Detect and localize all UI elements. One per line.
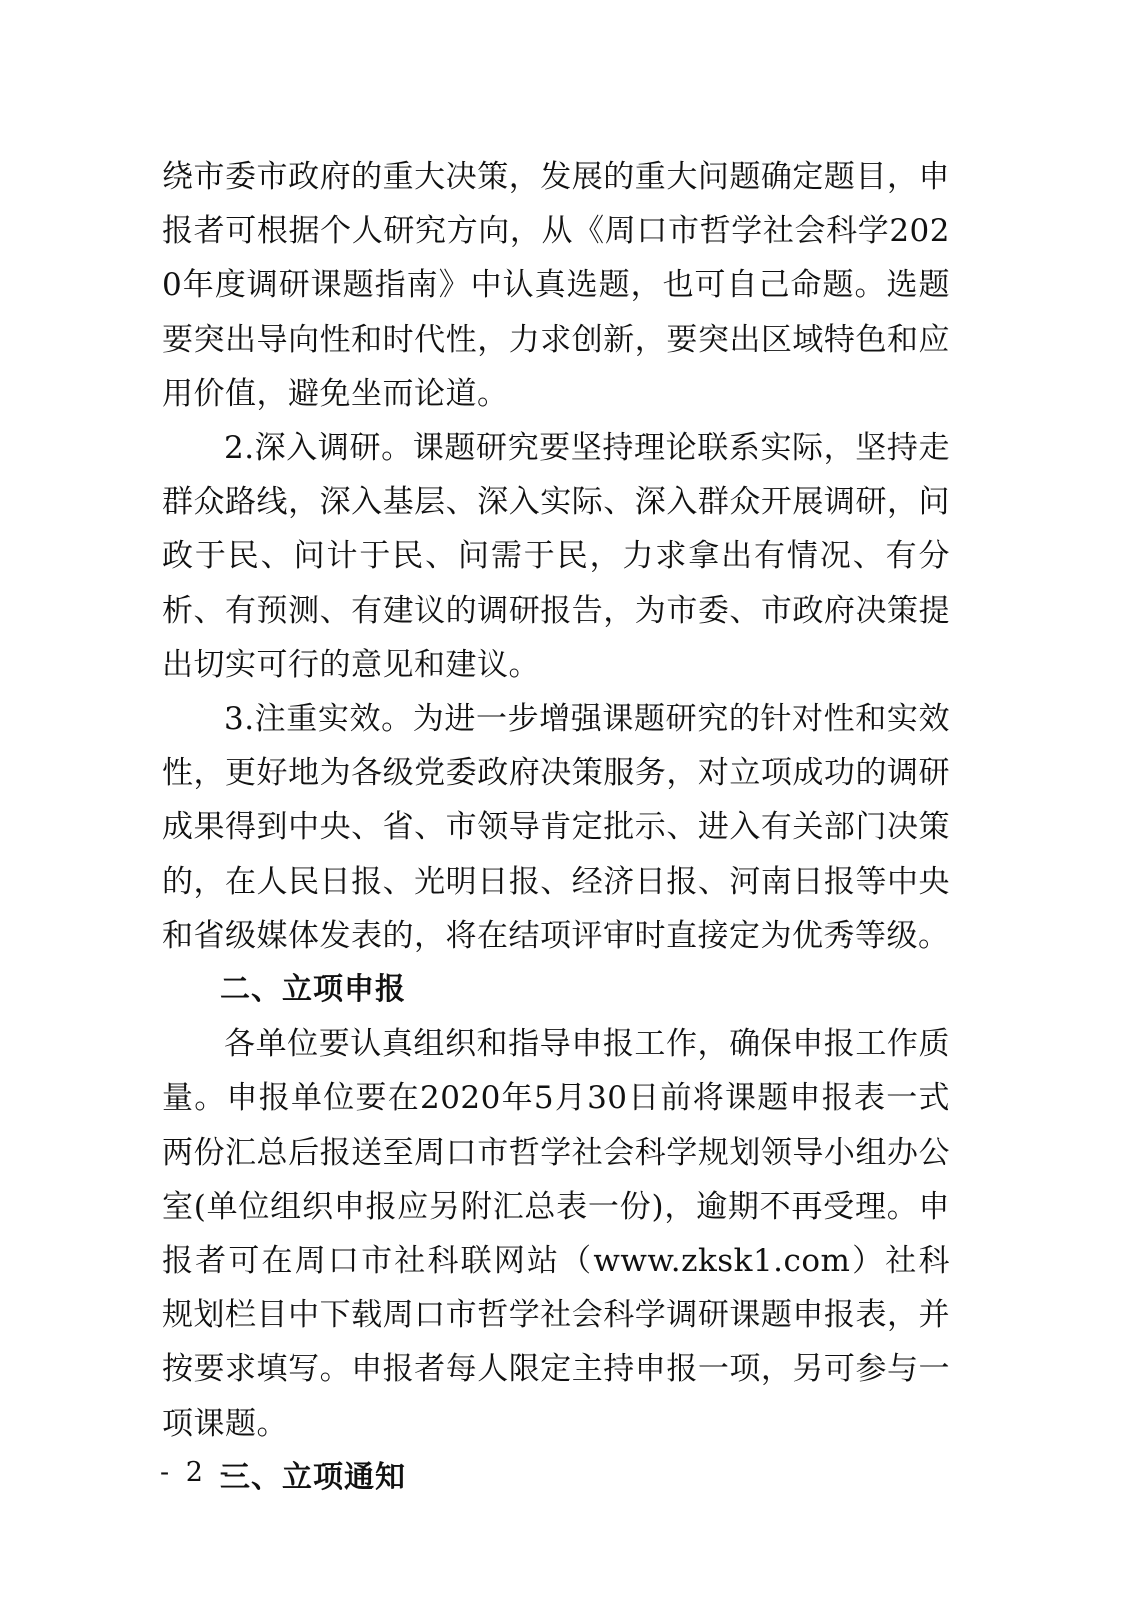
- section-heading-project-notice: 三、立项通知: [220, 1459, 406, 1495]
- paragraph-in-depth-research: 2.深入调研。课题研究要坚持理论联系实际，坚持走群众路线，深入基层、深入实际、深入群众开展调研，问政于民、问计于民、问需于民，力求拿出有情况、有分析、有预测、有建议的调研报告，为市委、市政府决策提出切实可行的意见和建议。: [162, 430, 950, 683]
- page-number: - 2 -: [160, 1457, 233, 1488]
- section-heading-project-application: 二、立项申报: [220, 972, 406, 1008]
- paragraph-application-details: 各单位要认真组织和指导申报工作，确保申报工作质量。申报单位要在2020年5月30日前将课题申报表一式两份汇总后报送至周口市哲学社会科学规划领导小组办公室(单位组织申报应另附汇总表一份)，逾期不再受理。申报者可在周口市社科联网站（www.zksk1.com）社科规划栏目中下载周口市哲学社会科学调研课题申报表，并按要求填写。申报者每人限定主持申报一项，另可参与一项课题。: [162, 1026, 950, 1442]
- document-body: [162, 150, 950, 1505]
- paragraph-focus-on-results: 3.注重实效。为进一步增强课题研究的针对性和实效性，更好地为各级党委政府决策服务，对立项成功的调研成果得到中央、省、市领导肯定批示、进入有关部门决策的，在人民日报、光明日报、经济日报、河南日报等中央和省级媒体发表的，将在结项评审时直接定为优秀等级。: [162, 701, 950, 954]
- paragraph-topic-selection: 绕市委市政府的重大决策，发展的重大问题确定题目，申报者可根据个人研究方向，从《周口市哲学社会科学2020年度调研课题指南》中认真选题，也可自己命题。选题要突出导向性和时代性，力求创新，要突出区域特色和应用价值，避免坐而论道。: [162, 159, 950, 412]
